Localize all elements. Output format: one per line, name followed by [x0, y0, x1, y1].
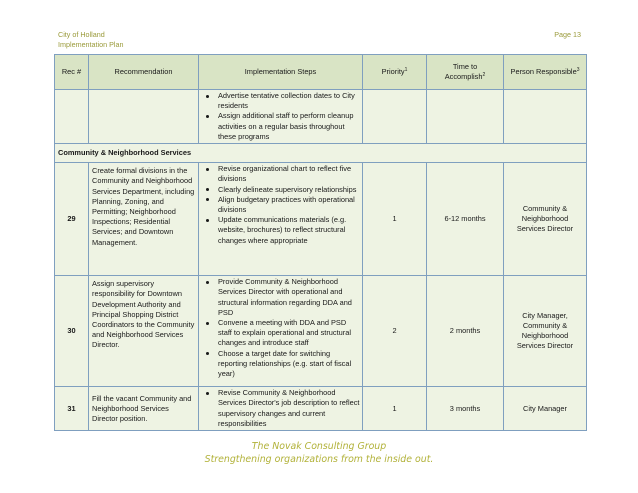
person-label: Person Responsible: [510, 66, 577, 76]
page-number: Page 13: [554, 30, 581, 39]
footer-tagline: Strengthening organizations from the inside out.: [204, 454, 434, 465]
col-header-person: [504, 55, 587, 90]
header-org: City of Holland: [58, 30, 105, 39]
table-row: [55, 163, 587, 276]
table-row: [55, 276, 587, 387]
step-item: Clearly delineate supervisory relationships: [203, 185, 360, 195]
footer-company: The Novak Consulting Group: [251, 441, 387, 452]
cell-time: 2 months: [427, 276, 504, 387]
step-item: Align budgetary practices with operational divisions: [203, 195, 360, 215]
col-header-steps: Implementation Steps: [199, 55, 363, 90]
cell-rec: [55, 90, 89, 144]
cell-time: [427, 90, 504, 144]
cell-steps: [199, 276, 363, 387]
step-item: Revise Community & Neighborhood Services Director's job description to reflect supervisory changes and current responsibilities: [203, 388, 360, 429]
table-row: [55, 387, 587, 431]
col-header-time: [427, 55, 504, 90]
cell-rec: 31: [55, 387, 89, 431]
cell-person: Community & Neighborhood Services Director: [504, 163, 587, 276]
col-header-rec: Rec #: [55, 55, 89, 90]
cell-rec: 29: [55, 163, 89, 276]
person-footnote: 3: [576, 66, 580, 73]
cell-recommendation: [89, 90, 199, 144]
col-header-priority: [363, 55, 427, 90]
header-doc-title: Implementation Plan: [58, 40, 124, 49]
cell-steps: [199, 163, 363, 276]
cell-steps: [199, 387, 363, 431]
step-item: Provide Community & Neighborhood Services Director with operational and structural information regarding DDA and PSD: [203, 277, 360, 318]
cell-time: 3 months: [427, 387, 504, 431]
cell-person: City Manager, Community & Neighborhood Services Director: [504, 276, 587, 387]
priority-footnote: 1: [404, 66, 408, 73]
col-header-recommendation: Recommendation: [89, 55, 199, 90]
cell-priority: 1: [363, 163, 427, 276]
cell-priority: 1: [363, 387, 427, 431]
step-item: Update communications materials (e.g. website, brochures) to reflect structural changes where appropriate: [203, 215, 360, 246]
cell-priority: [363, 90, 427, 144]
table-header-row: [55, 55, 587, 90]
time-label-1: Time to: [452, 61, 478, 71]
step-item: Convene a meeting with DDA and PSD staff to explain operational and structural changes and introduce staff: [203, 318, 360, 349]
cell-person: City Manager: [504, 387, 587, 431]
cell-recommendation: Create formal divisions in the Community and Neighborhood Services Department, including Planning, Zoning, and Permitting; Neighborhood Inspections; Residential Services; and Downtown Management.: [89, 163, 199, 276]
time-label-2: Accomplish: [444, 72, 483, 81]
cell-priority: 2: [363, 276, 427, 387]
page-header: [58, 30, 124, 50]
page-footer: [0, 440, 638, 466]
step-item: Choose a target date for switching reporting relationships (e.g. start of fiscal year): [203, 349, 360, 380]
cell-steps: [199, 90, 363, 144]
step-item: Advertise tentative collection dates to City residents: [203, 91, 360, 111]
step-item: Revise organizational chart to reflect five divisions: [203, 164, 360, 184]
time-footnote: 2: [482, 72, 486, 78]
cell-recommendation: Assign supervisory responsibility for Downtown Development Authority and Principal Shopping District Coordinators to the Community and Neighborhood Services Director.: [89, 276, 199, 387]
section-title: Community & Neighborhood Services: [55, 144, 587, 163]
section-row: [55, 144, 587, 163]
cell-rec: 30: [55, 276, 89, 387]
cell-recommendation: Fill the vacant Community and Neighborhood Services Director position.: [89, 387, 199, 431]
table-row-continued: [55, 90, 587, 144]
cell-person: [504, 90, 587, 144]
cell-time: 6-12 months: [427, 163, 504, 276]
implementation-table: [54, 54, 587, 431]
step-item: Assign additional staff to perform cleanup activities on a regular basis throughout these programs: [203, 111, 360, 142]
priority-label: Priority: [381, 66, 405, 76]
